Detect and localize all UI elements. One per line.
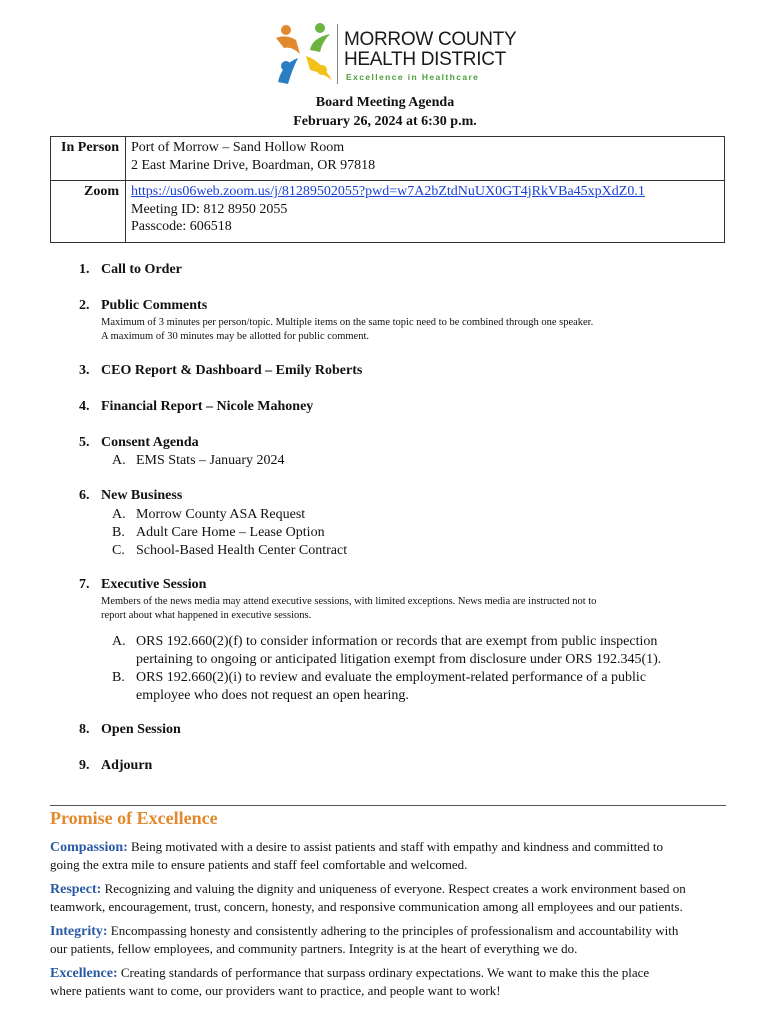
list-item: C. School-Based Health Center Contract bbox=[112, 543, 348, 558]
org-tagline: Excellence in Healthcare bbox=[346, 72, 480, 82]
value-excellence: Excellence: Creating standards of performance that surpass ordinary expectations. We want to make this the place where patients want to come, our providers want to practice, and people want to work! bbox=[50, 965, 650, 998]
list-item: A. ORS 192.660(2)(f) to consider information or records that are exempt from public inspection pertaining to ongoing or anticipated litigation exempt from disclosure under ORS 192.345(1). bbox=[112, 634, 662, 667]
section-divider bbox=[50, 805, 726, 806]
list-item: A. EMS Stats – January 2024 bbox=[112, 453, 285, 468]
meeting-date: February 26, 2024 at 6:30 p.m. bbox=[293, 114, 477, 129]
agenda-item-new-business: 6. New Business bbox=[79, 488, 183, 503]
in-person-details bbox=[126, 137, 725, 181]
venue-name: Port of Morrow – Sand Hollow Room bbox=[131, 140, 345, 155]
location-table bbox=[50, 136, 725, 243]
agenda-item-public-comments: 2. Public Comments bbox=[79, 298, 208, 313]
promise-heading: Promise of Excellence bbox=[50, 808, 218, 828]
list-item: A. Morrow County ASA Request bbox=[112, 507, 306, 522]
agenda-item-call-to-order: 1. Call to Order bbox=[79, 262, 182, 277]
agenda-item-executive-session: 7. Executive Session bbox=[79, 577, 207, 592]
public-comment-note: A maximum of 30 minutes may be allotted for public comment. bbox=[101, 331, 369, 342]
meeting-id: Meeting ID: 812 8950 2055 bbox=[131, 201, 288, 217]
table-row bbox=[51, 137, 725, 181]
in-person-label: In Person bbox=[51, 137, 126, 181]
zoom-link[interactable]: https://us06web.zoom.us/j/81289502055?pwd=w7A2bZtdNuUX0GT4jRkVBa45xpXdZ0.1 bbox=[131, 184, 645, 199]
agenda-item-adjourn: 9. Adjourn bbox=[79, 758, 153, 773]
executive-session-note: report about what happened in executive sessions. bbox=[101, 610, 312, 621]
public-comment-note: Maximum of 3 minutes per person/topic. Multiple items on the same topic need to be combined through one speaker. bbox=[101, 317, 594, 328]
agenda-title: Board Meeting Agenda bbox=[315, 95, 455, 110]
executive-session-note: Members of the news media may attend executive sessions, with limited exceptions. News media are instructed not to bbox=[101, 596, 597, 607]
list-item: B. Adult Care Home – Lease Option bbox=[112, 525, 325, 540]
list-item: B. ORS 192.660(2)(i) to review and evaluate the employment-related performance of a public employee who does not request an open hearing. bbox=[112, 670, 647, 703]
org-name-line1: MORROW COUNTY bbox=[344, 29, 517, 50]
value-compassion: Compassion: Being motivated with a desire to assist patients and staff with empathy and kindness and committed to going the extra mile to ensure patients and staff feel comfortable and welcomed. bbox=[50, 839, 663, 872]
value-respect: Respect: Recognizing and valuing the dignity and uniqueness of everyone. Respect creates a work environment based on teamwork, encouragement, trust, concern, honesty, and responsive communication among all employees and our patients. bbox=[50, 881, 686, 914]
org-name-line2: HEALTH DISTRICT bbox=[344, 49, 506, 70]
zoom-details bbox=[126, 181, 725, 243]
organization-logo bbox=[274, 20, 534, 90]
agenda-item-open-session: 8. Open Session bbox=[79, 722, 181, 737]
passcode: Passcode: 606518 bbox=[131, 219, 232, 234]
value-integrity: Integrity: Encompassing honesty and consistently adhering to the principles of professionalism and accountability with our patients, fellow employees, and community partners. Integrity is at the heart of everything we do. bbox=[50, 923, 679, 956]
agenda-item-consent-agenda: 5. Consent Agenda bbox=[79, 435, 199, 450]
agenda-item-financial-report: 4. Financial Report – Nicole Mahoney bbox=[79, 399, 314, 414]
zoom-label: Zoom bbox=[51, 181, 126, 243]
figures-logo-icon bbox=[274, 20, 336, 86]
venue-address: 2 East Marine Drive, Boardman, OR 97818 bbox=[131, 157, 376, 173]
table-row bbox=[51, 181, 725, 243]
agenda-item-ceo-report: 3. CEO Report & Dashboard – Emily Roberts bbox=[79, 363, 363, 378]
